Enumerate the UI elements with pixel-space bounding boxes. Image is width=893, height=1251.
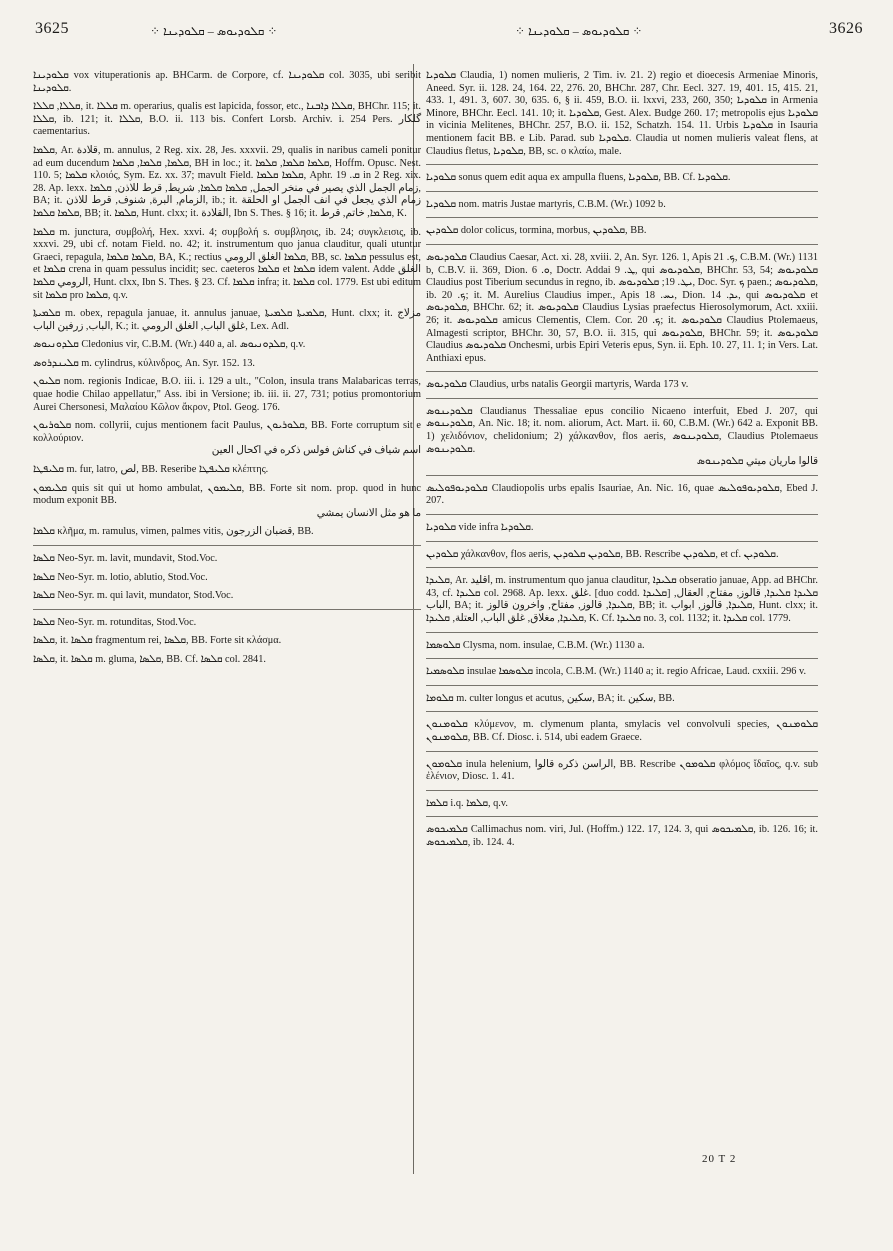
dictionary-entry — [426, 693, 818, 706]
entry-text: ܩܠܕܘܢܝܘܣ Cledonius vir, C.B.M. (Wr.) 440 a, al. ܩܠܕܘܢܝܘܣ, q.v. — [33, 339, 306, 351]
entry-text: ܩܠܠܐ, ܩܠܠܐ, it. ܩܠܠܐ m. operarius, qualis est lapicida, fossor, etc., ܩܠܠܐ ܕܐܒܢܐ, BHChr. 115; it. ܩܠܠܐ, ib. 121; it. ܩܠܠܐ, B.O. ii. 113 bis. Confert Lorsb. Archiv. i. 254 Pers. گلکار caementarius. — [33, 101, 421, 138]
dictionary-entry — [33, 526, 421, 539]
entry-text: ܩܠܘܪܝܘܢ nom. collyrii, cujus mentionem facit Paulus, ܩܠܘܪܝܘܢ, BB. Forte corruptum sit e κολλούριον. — [33, 420, 421, 444]
entry-text: ܩܠܝܦܛܐ m. fur, latro, لص, BB. Reseribe ܩܠܝܦܛܐ κλέπτης. — [33, 464, 269, 476]
dictionary-entry — [33, 145, 421, 221]
dictionary-entry — [426, 798, 818, 811]
dictionary-entry — [33, 70, 421, 95]
entry-text: ܩܠܘܡܐ m. culter longus et acutus, سكين, BA; it. سكين, BB. — [426, 692, 675, 704]
running-header — [0, 18, 893, 46]
entry-text: ܩܠܡܐ κλῆμα, m. ramulus, vimen, palmes vitis, قضبان الزرجون, BB. — [33, 526, 314, 538]
dictionary-entry — [33, 572, 421, 585]
dictionary-entry — [33, 308, 421, 333]
section-rule — [33, 545, 421, 546]
dictionary-entry — [426, 575, 818, 625]
entry-text: ܩܠܘܕܝܢܐ vox vituperationis ap. BHCarm. de Corpore, cf. ܩܠܘܕܝܢܐ col. 3035, ubi seribit ܩܠܘܕܝܢܐ. — [33, 70, 421, 94]
entry-text: ܩܠܡܐ, Ar. قلادة, m. annulus, 2 Reg. xix. 28, Jes. xxxvii. 29, qualis in naribus cameli ponitur ad eum ducendum ܩܠܡܐ, ܩܠܡܐ, ܩܠܡܐ, BH in loc.; it. ܩܠܡܐ ܩܠܡܐ, ܩܠܡܐ, Hoffm. Opusc. Nest. 110. 5; ܩܠܡܐ κλοιός, Sym. Ez. xx. 37; mavult Field. ܩܠܡܐ ܩܠܡܐ, Aphr. ܩ. 19 in 2 Reg. xix. 28. Ap. lexx. زمام الجمل الذي يصير في منخر الجمل, ܩܠܡܐ ܩܠܡܐ, شريط, قرط للاذن, ܩܠܡܐ, BA; it. الزمام, البرة, شنوف, قرط للاذن, ib.; it. زمام الذي يجعل في انف الجمل او الحلقة ܩܠܡܐ ܩܠܡܐ, BB; it. ܩܠܡܐ, Hunt. clxx; it. القلادة, Ibn S. Thes. § 16; it. ܩܠܡܐ, خاتم, قرط, K. — [33, 144, 422, 219]
right-page-number: 3626 — [829, 20, 863, 37]
left-page-number: 3625 — [35, 20, 69, 37]
dictionary-entry — [426, 70, 818, 158]
dictionary-entry — [33, 617, 421, 630]
entry-text: ܩܠܘܕܝܐ sonus quem edit aqua ex ampulla fluens, ܩܠܘܕܝܐ, BB. Cf. ܩܠܘܕܝܐ. — [426, 172, 731, 184]
section-rule — [426, 514, 818, 515]
entry-text: ܩܠܘܕܝܘܣ Claudius, urbs natalis Georgii martyris, Warda 173 v. — [426, 379, 689, 391]
dictionary-entry — [33, 358, 421, 371]
dictionary-entry — [426, 666, 818, 679]
section-rule — [426, 475, 818, 476]
entry-text: ܩܠܘܣܡܐ Clysma, nom. insulae, C.B.M. (Wr.) 1130 a. — [426, 639, 645, 651]
dictionary-entry — [426, 719, 818, 744]
entry-text: ܩܠܘܕܝܢ χάλκανθον, flos aeris, ܩܠܘܕܝܢ ܩܠܘܕܝܢ, BB. Rescribe ܩܠܘܕܝܢ, et cf. ܩܠܘܕܝܢ. — [426, 548, 779, 560]
section-rule — [426, 711, 818, 712]
entry-text: ܩܠܝܢܕܪܘܣ m. cylindrus, κύλινδρος, An. Syr. 152. 13. — [33, 357, 255, 369]
entry-text: ܩܠܘܕܝܢܘܣ Claudianus Thessaliae epus concilio Nicaeno interfuit, Ebed J. 207, qui ܩܠܘܕܝܢܘܣ, An. Nic. 18; it. nom. aliorum, Act. Mart. ii. 60, C.B.M. (Wr.) 642 a. Exponit BB. 1) χελιδόνιον, chelidonium; 2) χάλκανθον, flos aeris, ܩܠܘܕܝܢܘܣ, Claudius Ptolemaeus ܩܠܘܕܝܢܘܣ. — [426, 405, 819, 455]
dictionary-entry — [33, 553, 421, 566]
entry-text: ܩܠܘܡܢܘܢ κλύμενον, m. clymenum planta, smylacis vel convolvuli species, ܩܠܘܡܢܘܢ ܩܠܘܡܢܘܢ, BB. Cf. Diosc. i. 514, ubi eadem Graece. — [426, 719, 818, 743]
dictionary-entry — [426, 379, 818, 392]
entry-text: اسم شياف في كناش فولس ذكره في اكحال العين — [211, 445, 421, 457]
entry-text: ܩܠܝܡܘܢ quis sit qui ut homo ambulat, ܩܠܝܡܘܢ, BB. Forte sit nom. prop. quod in hunc modum exponit BB. — [33, 482, 422, 507]
dictionary-entry — [33, 420, 421, 458]
dictionary-entry — [33, 101, 421, 139]
signature-mark: 20 T 2 — [702, 1153, 737, 1165]
left-column — [33, 70, 421, 673]
entry-text: ܩܠܘܕܝܐ nom. matris Justae martyris, C.B.M. (Wr.) 1092 b. — [426, 198, 666, 210]
entry-text: ܩܠܘܡܘܢ inula helenium, الراسن ذكره قالوا, BB. Rescribe ܩܠܘܡܘܢ φλόμος ἴδαῖος, q.v. sub ἐλένιον, Diosc. 1. 41. — [426, 758, 818, 783]
entry-text: ܩܠܣܐ Neo-Syr. m. lavit, mundavit, Stod.Voc. — [33, 553, 218, 564]
entry-text: ܩܠܣܐ Neo-Syr. m. rotunditas, Stod.Voc. — [33, 616, 197, 628]
right-running-head: ⁘ ܩܠܘܕܝܘܣ – ܩܠܘܕܝܢܐ ⁘ — [515, 24, 643, 38]
dictionary-entry — [426, 199, 818, 212]
section-rule — [426, 751, 818, 752]
entry-text: قالوا ماريان ميتي ܩܠܘܕܝܢܘܣ — [696, 456, 818, 468]
entry-text: ܩܠܣܐ Neo-Syr. m. qui lavit, mundator, Stod.Voc. — [33, 590, 234, 602]
entry-text: ܩܠܘܕܝܐ vide infra ܩܠܘܕܝܐ. — [426, 522, 534, 534]
section-rule — [426, 217, 818, 218]
entry-text: ܩܠܣܐ Neo-Syr. m. lotio, ablutio, Stod.Voc. — [33, 571, 208, 583]
section-rule — [426, 685, 818, 686]
entry-text: ܩܠܣܐ, it. ܩܠܣܐ m. gluma, ܩܠܣܐ, BB. Cf. ܩܠܣܐ col. 2841. — [33, 653, 266, 665]
entry-text: ܩܠܣܐ, it. ܩܠܣܐ fragmentum rei, ܩܠܣܐ, BB. Forte sit κλάσμα. — [33, 635, 282, 647]
right-column — [426, 70, 818, 856]
dictionary-entry — [33, 339, 421, 352]
dictionary-entry — [33, 227, 421, 303]
entry-text: ܩܠܘܕܝܘܦܘܠܝܣ Claudiopolis urbs epalis Isauriae, An. Nic. 16, quae ܩܠܘܕܝܘܦܘܠܝܣ, Ebed J. 207. — [426, 482, 818, 507]
section-rule — [426, 632, 818, 633]
dictionary-entry — [426, 225, 818, 238]
section-rule — [33, 609, 421, 610]
entry-text: ܩܠܡܝܟܘܣ Callimachus nom. viri, Jul. (Hoffm.) 122. 17, 124. 3, qui ܩܠܡܝܟܘܣ, ib. 126. 16; it. ܩܠܡܝܟܘܣ, ib. 124. 4. — [426, 824, 818, 848]
dictionary-entry — [33, 590, 421, 603]
dictionary-entry — [426, 522, 818, 535]
entry-text: ܩܠܡܐ i.q. ܩܠܡܐ, q.v. — [426, 797, 508, 809]
dictionary-entry — [33, 376, 421, 414]
entry-text: ܩܠܡܝܬܐ m. obex, repagula januae, it. annulus januae, ܩܠܡܝܬܐ ܩܠܡܝܬܐ, Hunt. clxx; it. مزلاج الباب, زرفين الباب, K.; it. غلق الباب, الغلق الرومي, Lex. Adl. — [33, 308, 421, 332]
dictionary-entry — [426, 549, 818, 562]
section-rule — [426, 816, 818, 817]
section-rule — [426, 398, 818, 399]
entry-text: ܩܠܘܕܝܢ dolor colicus, tormina, morbus, ܩܠܘܕܝܢ, BB. — [426, 225, 647, 237]
entry-text: ما هو مثل الانسان يمشي — [316, 507, 421, 519]
entry-text: ܩܠܘܕܝܘܣ Claudius Caesar, Act. xi. 28, xviii. 2, An. Syr. 126. 1, Apis ܟ. 21, C.B.M. (Wr.) 1131 b, C.B.V. ii. 369, Dion. ܘ. 6, Doctr. Addai ܛ. 9, qui ܩܠܘܕܝܘܣ, BHChr. 53, 54; ܩܠܘܕܝܘܣ Claudius post Tiberium secundus in regno, ib. ܝܛ. 19; ܩܠܘܕܝܘܣ, Doc. Syr. ܟ paen.; ܩܠܘܕܝܘܣ, ib. ܟ. 20; it. M. Aurelius Claudius imper., Apis ܝܚ. 18, Dion. ܝܕ. 14, qui ܩܠܘܕܝܘܣ et ܩܠܘܕܝܘܣ, BHChr. 62; it. ܩܠܘܕܝܘܣ Claudius Lysias praefectus Hierosolymorum, Act. xxiii. 26; it. ܩܠܘܕܝܘܣ amicus Clementis, Clem. Cor. ܟ. 20; it. ܩܠܘܕܝܘܣ Claudius Ptolemaeus, Almagesti scriptor, BHChr. 30, 57, B.O. ii. 315, qui ܩܠܘܕܝܘܣ, BHChr. 59; it. ܩܠܘܕܝܘܣ Claudius ܩܠܘܕܝܘܣ Onchesmi, urbis Epiri Veteris epus, Syn. ii. Eph. 10. 27, 11. 1; in Vers. Lat. Anthiaxi epus. — [426, 251, 819, 364]
dictionary-entry — [426, 640, 818, 653]
entry-text: ܩܠܘܣܡܝܐ insulae ܩܠܘܣܡܐ incola, C.B.M. (Wr.) 1140 a; it. regio Africae, Laud. cxxiii. 296 v. — [426, 666, 807, 678]
dictionary-entry — [426, 483, 818, 508]
section-rule — [426, 790, 818, 791]
dictionary-entry — [426, 172, 818, 185]
section-rule — [426, 191, 818, 192]
section-rule — [426, 541, 818, 542]
dictionary-entry — [33, 464, 421, 477]
dictionary-entry — [426, 252, 818, 365]
left-running-head: ⁘ ܩܠܘܕܝܘܣ – ܩܠܘܕܝܢܐ ⁘ — [150, 24, 278, 38]
entry-text: ܩܠܡܐ m. junctura, συμβολή, Hex. xxvi. 4; συμβολή s. συμβλησις, ib. 24; συγκλεισις, ib. xxxvi. 29, ubi cf. notam Field. no. 42; it. instrumentum quo janua clauditur, quali utuntur Graeci, repagula, ܩܠܡܐ ܩܠܡܐ, BA, K.; rectius ܩܠܡܐ الغلق الرومي, BB, sc. ܩܠܡܐ pessulus est, et ܩܠܡܐ crena in quam pessulus incidit; sec. caeteros ܩܠܡܐ et ܩܠܡܐ idem valent. Adde الغلق الرومي ܩܠܡܐ, Hunt. clxx, Ibn S. Thes. § 23. Cf. ܩܠܡܐ infra; it. ܩܠܡܐ col. 1779. Est ubi editum sit ܩܠܡܐ pro ܩܠܡܐ, q.v. — [33, 226, 421, 301]
section-rule — [426, 567, 818, 568]
dictionary-entry — [33, 654, 421, 667]
entry-text: ܩܠܘܕܝܐ Claudia, 1) nomen mulieris, 2 Tim. iv. 21. 2) regio et dioecesis Armeniae Minoris, Aneed. Syr. ii. 128. 24, 164. 22, 276. 20, BHChr. 287, Chr. Eecl. 327. 19, 401. 15, 415. 21, 433. 1, 491. 3, 607. 30, 635. 6, § ii. 459, B.O. ii. lxxvi, 233, 260, 350; ܩܠܘܕܝܐ in Armenia Minore, BHChr. Eecl. 141. 10; it. ܩܠܘܕܝܐ, Gest. Alex. Budge 260. 17; metropolis ejus ܩܠܘܕܝܐ in vicinia Melitenes, BHChr. 257, B.O. ii. 152, Schatzh. 154. 11. Urbis ܩܠܘܕܝܐ in Isauria mentionem facit BB. e Lib. Parad. sub ܩܠܘܕܝܐ. Claudia ut nomen mulieris valeat flens, at Claudius fletus, ܩܠܘܕܝܐ, BB, sc. o κλαίω, male. — [426, 70, 818, 157]
section-rule — [426, 244, 818, 245]
section-rule — [426, 164, 818, 165]
entry-text: ܩܠܝܕܐ, Ar. اقليد, m. instrumentum quo janua clauditur, ܩܠܝܕܐ obseratio januae, App. ad BHChr. 43, cf. ܩܠܝܕܐ col. 2968. Ap. lexx. غلق. [duo codd. ܩܠܝܕܐ] ܩܠܝܕܐ ܩܠܝܕܐ, قالوز, مفتاح, العقال, الباب, BA; it. ܩܠܝܕܐ, قالوز, مفتاح, واخرون قالوز, BB; it. ܩܠܝܕܐ, قالوز, ابواب, Hunt. clxx; it. ܩܠܝܕܐ, مغلاق, غلق الباب, العتلة, ܩܠܝܕܐ, K. Cf. ܩܠܝܕܐ no. 3, col. 1132; it. ܩܠܝܕܐ col. 1779. — [426, 575, 818, 624]
entry-text: ܩܠܝܘܢ nom. regionis Indicae, B.O. iii. i. 129 a ult., "Colon, insula trans Malabaricas terras, quae hodie Chilao appellatur," Ass. ibi in Versione; ib. iii. ii. 27, 731; potius promontorium Aurei Chersonesi, Μαλαίου Κῶλον ἄκρον, Ptol. Geog. 176. — [33, 376, 421, 413]
section-rule — [426, 371, 818, 372]
section-rule — [426, 658, 818, 659]
dictionary-entry — [426, 824, 818, 849]
dictionary-entry — [426, 759, 818, 784]
dictionary-entry — [426, 406, 818, 469]
dictionary-entry — [33, 635, 421, 648]
dictionary-entry — [33, 483, 421, 521]
